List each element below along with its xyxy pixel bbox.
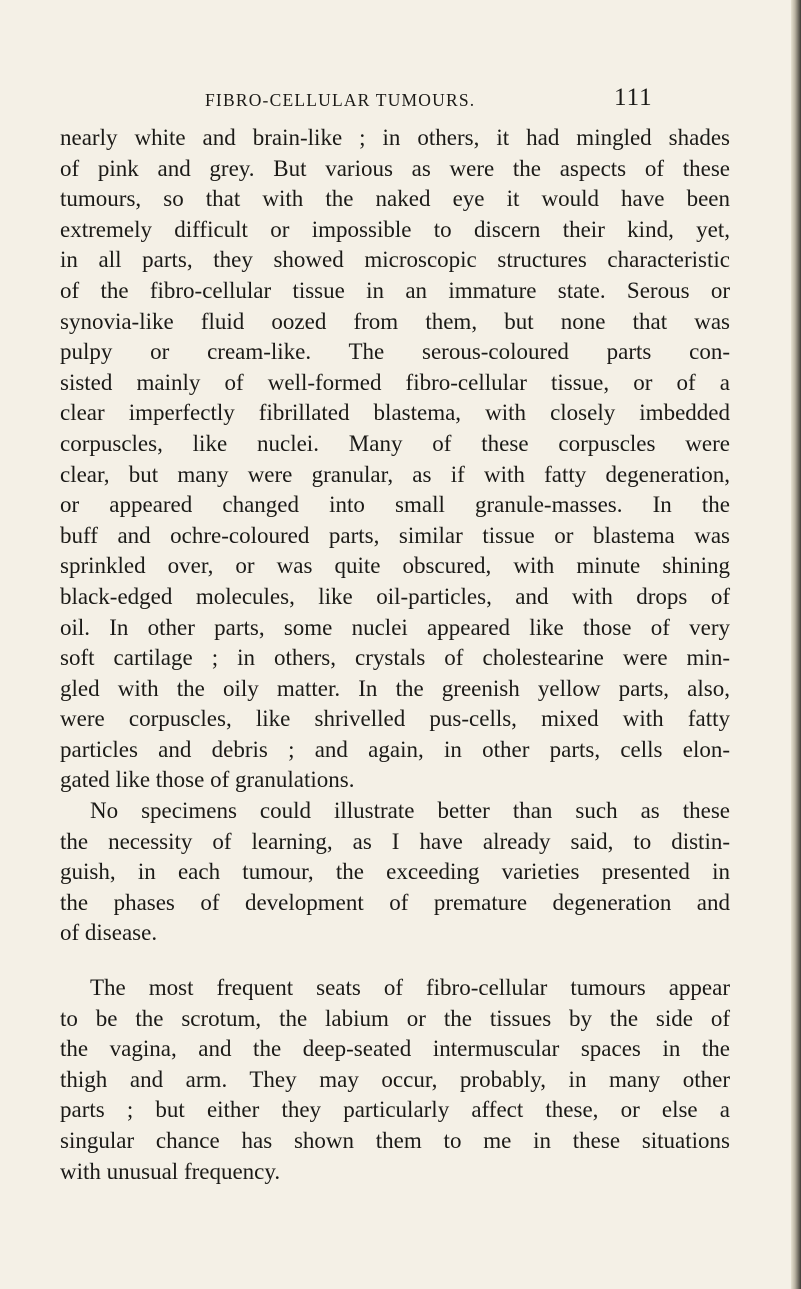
- paragraph-2: [60, 796, 730, 949]
- text-line: No specimens could illustrate better than such as these: [90, 798, 730, 824]
- paragraph-3: [60, 973, 730, 1187]
- text-line: The most frequent seats of fibro-cellular tumours appear: [90, 975, 730, 1001]
- text-line: of disease.: [60, 920, 158, 946]
- text-line: particles and debris ; and again, in other parts, cells elon-: [60, 736, 730, 762]
- text-line: the phases of development of premature degeneration and: [60, 889, 730, 915]
- page-header: [60, 86, 730, 118]
- text-line: tumours, so that with the naked eye it would have been: [60, 186, 730, 212]
- text-line: oil. In other parts, some nuclei appeared like those of very: [60, 614, 730, 640]
- paragraph-1: [60, 123, 730, 796]
- text-line: gated like those of granulations.: [60, 767, 355, 793]
- text-line: clear, but many were granular, as if with fatty degeneration,: [60, 461, 730, 487]
- text-line: or appeared changed into small granule-masses. In the: [60, 492, 730, 518]
- body-text: [60, 123, 730, 1187]
- text-line: soft cartilage ; in others, crystals of cholestearine were min-: [60, 645, 730, 671]
- text-line: buff and ochre-coloured parts, similar tissue or blastema was: [60, 522, 730, 548]
- paragraph-gap: [60, 949, 730, 973]
- text-line: pulpy or cream-like. The serous-coloured parts con-: [60, 339, 730, 365]
- text-line: black-edged molecules, like oil-particles, and with drops of: [60, 583, 730, 609]
- text-line: the vagina, and the deep-seated intermuscular spaces in the: [60, 1036, 730, 1062]
- text-line: of the fibro-cellular tissue in an immature state. Serous or: [60, 277, 730, 303]
- text-line: were corpuscles, like shrivelled pus-cells, mixed with fatty: [60, 706, 730, 732]
- text-line: of pink and grey. But various as were the aspects of these: [60, 155, 730, 181]
- text-line: the necessity of learning, as I have already said, to distin-: [60, 828, 730, 854]
- running-head: FIBRO-CELLULAR TUMOURS.: [205, 90, 476, 110]
- text-line: in all parts, they showed microscopic structures characteristic: [60, 247, 730, 273]
- text-line: corpuscles, like nuclei. Many of these corpuscles were: [60, 430, 730, 456]
- text-line: sisted mainly of well-formed fibro-cellular tissue, or of a: [60, 369, 730, 395]
- text-line: thigh and arm. They may occur, probably, in many other: [60, 1066, 730, 1092]
- text-line: gled with the oily matter. In the greenish yellow parts, also,: [60, 675, 730, 701]
- text-line: synovia-like fluid oozed from them, but none that was: [60, 308, 730, 334]
- text-line: parts ; but either they particularly affect these, or else a: [60, 1097, 730, 1123]
- text-line: with unusual frequency.: [60, 1158, 281, 1184]
- page-edge: [791, 0, 801, 1289]
- text-line: clear imperfectly fibrillated blastema, with closely imbedded: [60, 400, 730, 426]
- text-line: nearly white and brain-like ; in others, it had mingled shades: [60, 125, 730, 150]
- text-line: extremely difficult or impossible to discern their kind, yet,: [60, 216, 730, 242]
- text-line: guish, in each tumour, the exceeding varieties presented in: [60, 859, 730, 885]
- text-line: sprinkled over, or was quite obscured, with minute shining: [60, 553, 730, 579]
- text-line: to be the scrotum, the labium or the tissues by the side of: [60, 1005, 730, 1031]
- page-number: 111: [614, 84, 653, 111]
- text-line: singular chance has shown them to me in these situations: [60, 1128, 730, 1153]
